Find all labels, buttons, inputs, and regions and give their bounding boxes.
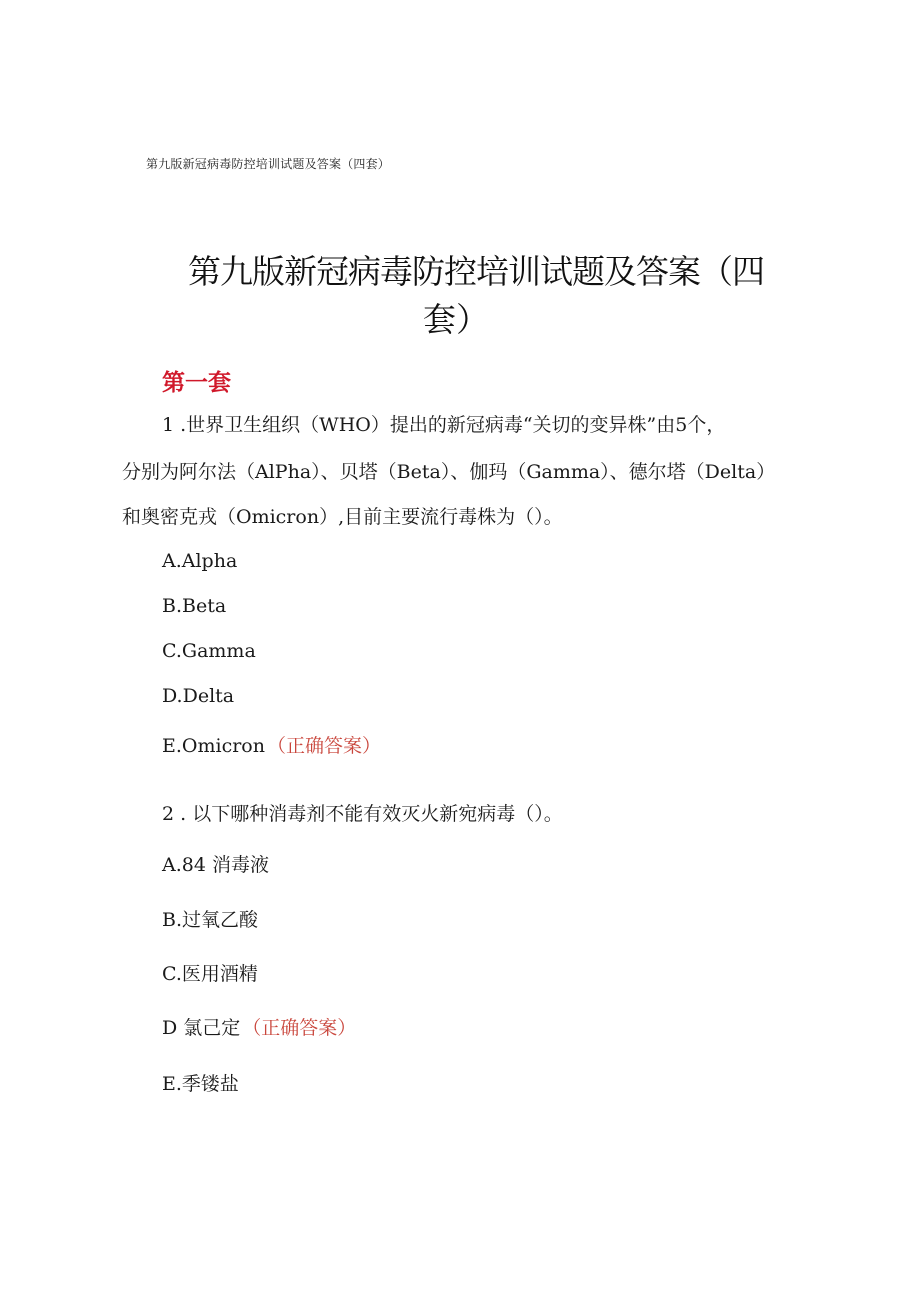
question-2-option-b [162, 905, 258, 932]
question-2-option-c [162, 959, 258, 986]
option-label: C.Gamma [162, 640, 256, 662]
question-1-option-e [162, 731, 381, 758]
question-2-text: 2 . 以下哪种消毒剂不能有效灭火新宛病毒（）。 [162, 803, 563, 825]
correct-answer-marker: （正确答案） [242, 1017, 357, 1039]
option-label: B.过氧乙酸 [162, 909, 259, 931]
correct-answer-marker: （正确答案） [266, 735, 381, 757]
section-heading: 第一套 [162, 370, 231, 396]
option-label: E.Omicron [162, 735, 265, 757]
question-1-text-line-2: 分别为阿尔法（AlPha）、贝塔（Beta）、伽玛（Gamma）、德尔塔（Delta） [122, 461, 776, 483]
question-2-option-d [162, 1013, 356, 1040]
page-title-line-1: 第九版新冠病毒防控培训试题及答案（四 [188, 252, 764, 291]
question-1-option-c [162, 640, 256, 662]
option-label: E.季镂盐 [162, 1073, 239, 1095]
option-label: D 氯己定 [162, 1017, 241, 1039]
question-1-option-a [162, 550, 237, 572]
page-title-line-2: 套） [423, 300, 489, 339]
question-2-option-a [162, 850, 269, 877]
running-header: 第九版新冠病毒防控培训试题及答案（四套） [146, 157, 391, 171]
option-label: D.Delta [162, 685, 235, 707]
option-label: B.Beta [162, 595, 227, 617]
question-1-text-line-3: 和奥密克戎（Omicron）,目前主要流行毒株为（）。 [122, 506, 563, 528]
question-1-option-d [162, 685, 234, 707]
option-label: A.84 消毒液 [162, 854, 269, 876]
question-1-text-line-1: 1 .世界卫生组织（WHO）提出的新冠病毒“关切的变异株”由5个， [162, 414, 726, 436]
option-label: A.Alpha [162, 550, 238, 572]
question-1-option-b [162, 595, 226, 617]
option-label: C.医用酒精 [162, 963, 258, 985]
question-2-option-e [162, 1069, 239, 1096]
